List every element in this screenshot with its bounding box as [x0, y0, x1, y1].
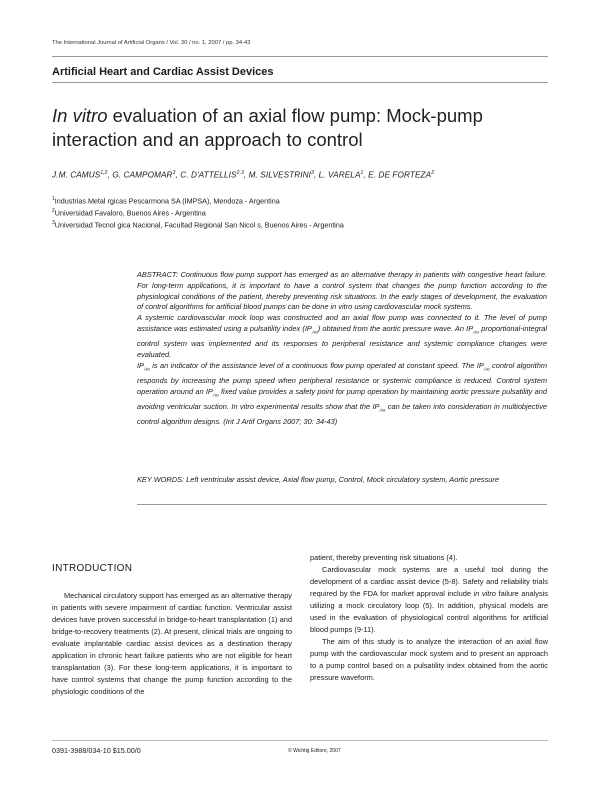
abstract-paragraph-3: $IP_{Ao}$ is an indicator of the assistance level of a continuous flow pump operated at constant speed. The $IP_{Ao}$ control algorithm responds by increasing the pump speed when peripheral resistance or systemic compliance is reduced. Control system operation around an $IP_{Ao}$ fixed value provides a safety point for pump operation by maintaining aortic pressure pulsatility and avoiding ventricular suction. In vitro experimental results show that the $IP_{Ao}$ can be taken into consideration in multiobjective control algorithm designs. (Int J Artif Organs 2007; 30: 34-43)	[137, 360, 547, 427]
author-name: E. DE FORTEZA	[368, 170, 432, 180]
paper-title	[52, 104, 532, 152]
author-name: G. CAMPOMAR	[112, 170, 173, 180]
body-paragraph: Cardiovascular mock systems are a useful tool during the development of a cardiac assist device (5-8). Safety and reliability trials required by the FDA for market approval include in vitro failure analysis utilizing a mock circulatory loop (5). In addition, physical models are used in the evaluation of physiological control algorithms for artificial blood pumps (9-11).	[310, 565, 548, 635]
header-rule	[52, 56, 548, 57]
body-paragraph: The aim of this study is to analyze the interaction of an axial flow pump with the cardiovascular mock system and to present an approach to a pump control based on a pulsatility index obtained from the aortic pressure waveform.	[310, 637, 548, 683]
copyright-line: © Wichtig Editore, 2007	[288, 748, 341, 754]
author-name: C. D'ATTELLIS	[180, 170, 237, 180]
journal-citation: The International Journal of Artificial Organs / Vol. 30 / no. 1, 2007 / pp. 34-43	[52, 40, 251, 46]
abstract-paragraph-2: A systemic cardiovascular mock loop was constructed and an axial flow pump was connected to it. The level of pump assistance was estimated using a pulsatility index $(IP_{Ao})$ obtained from the aortic pressure wave. An $IP_{Ao}$ proportional-integral control system was implemented and its responses to peripheral resistance and systemic compliance changes were evaluated.	[137, 313, 547, 360]
author-name: L. VARELA	[318, 170, 361, 180]
footer-rule	[52, 740, 548, 741]
title-italic: In vitro	[52, 105, 108, 126]
section-heading: Artificial Heart and Cardiac Assist Devices	[52, 66, 274, 78]
abstract	[137, 270, 547, 428]
body-column-right	[310, 552, 548, 685]
body-paragraph: Mechanical circulatory support has emerged as an alternative therapy in patients with severe impairment of cardiac function. Ventricular assist devices have proven successful in bridge-to-heart transplantation (1) and bridge-to-recovery treatments (2). At present, clinical trials are ongoing to evaluate implantable cardiac assist devices as a destination therapy application in chronic heart failure patients who are not eligible for heart transplantation (3). For these long-term applications, it is important to have control systems that change the pump function according to the physiologic conditions of the	[52, 591, 292, 697]
affiliation-1: $^1$Industrias Metal rgicas Pescarmona SA (IMPSA), Mendoza - Argentina	[52, 196, 280, 206]
issn-line: 0391-3988/034-10 $15.00/0	[52, 746, 141, 755]
affiliation-3: $^3$Universidad Tecnol gica Nacional, Facultad Regional San Nicol s, Buenos Aires - Argentina	[52, 220, 344, 230]
body-paragraph-continued: patient, thereby preventing risk situations (4).	[310, 553, 458, 562]
author-affiliation-mark: 1	[360, 170, 364, 176]
author-affiliation-mark: 3	[172, 170, 176, 176]
title-rest: evaluation of an axial flow pump: Mock-pump interaction and an approach to control	[52, 105, 483, 150]
affiliation-2: $^2$Universidad Favaloro, Buenos Aires - Argentina	[52, 208, 206, 218]
author-affiliation-mark: 3	[311, 170, 314, 176]
author-name: J.M. CAMUS	[52, 170, 101, 180]
section-rule	[52, 82, 548, 83]
abstract-paragraph-1: ABSTRACT: Continuous flow pump support has emerged as an alternative therapy in patients with congestive heart failure. For long-term applications, it is important to have a control system that changes the pump function according to the physiological conditions of the patient, thereby preventing risk situations. In the early stages of development, the evaluation of control algorithms for artificial blood pumps can be done in vitro using cardiovascular mock systems.	[137, 270, 547, 312]
keywords: KEY WORDS: Left ventricular assist device, Axial flow pump, Control, Mock circulatory system, Aortic pressure	[137, 475, 499, 484]
author-affiliation-mark: 2,3	[236, 170, 244, 176]
introduction-heading: INTRODUCTION	[52, 563, 133, 574]
author-affiliation-mark: 2	[431, 170, 435, 176]
abstract-rule	[137, 504, 547, 505]
author-list: J.M. CAMUS$^{1,2}$, G. CAMPOMAR$^3$, C. D'ATTELLIS$^{2,3}$, M. SILVESTRINI$^3$, L. VARELA$^1$, E. DE FORTEZA$^2$	[52, 170, 435, 180]
body-column-left	[52, 590, 292, 698]
author-affiliation-mark: 1,2	[100, 170, 108, 176]
author-name: M. SILVESTRINI	[248, 170, 312, 180]
